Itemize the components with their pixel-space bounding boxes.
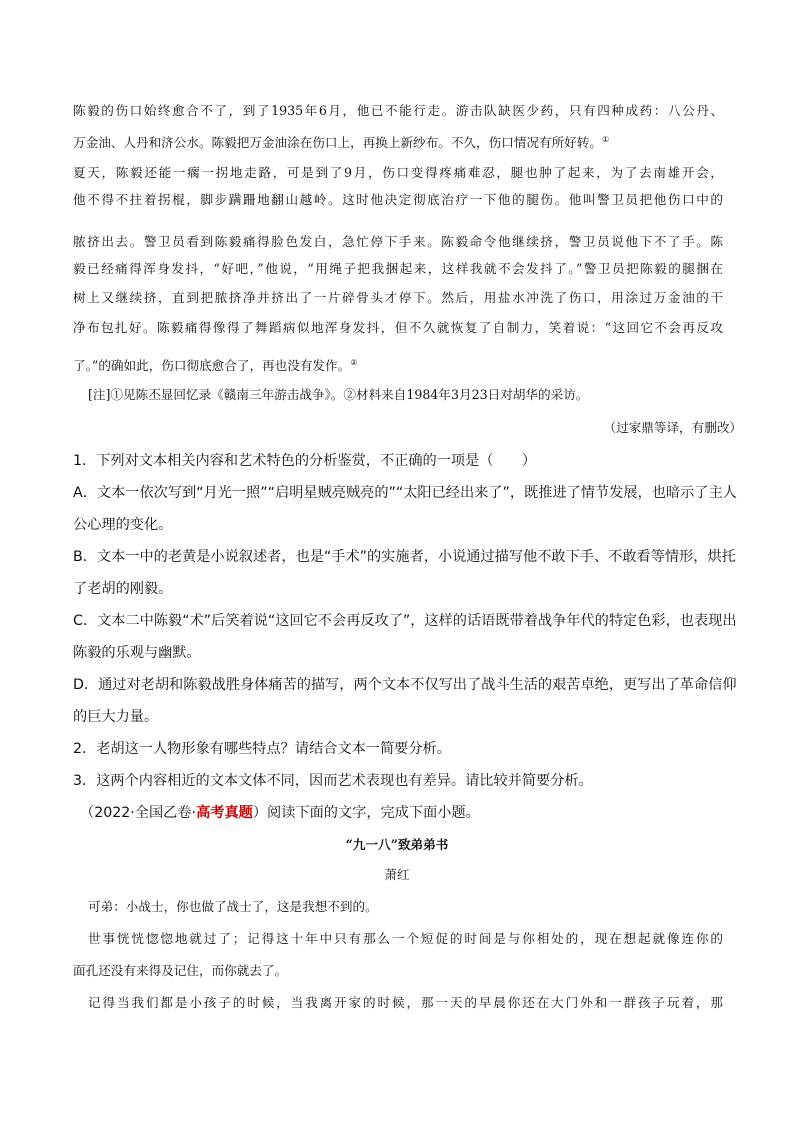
letter-title: “九一八”致弟弟书 <box>345 837 449 852</box>
source-credit: （过家鼎等译，有删改） <box>603 420 742 435</box>
footnote-mark: ② <box>350 358 358 367</box>
letter-line: 可弟：小战士，你也做了战士了，这是我想不到的。 <box>88 899 378 914</box>
passage-line: 万金油、人丹和济公水。陈毅把万金油涂在伤口上，再换上新纱布。不久，伤口情况有所好转。① <box>73 135 610 151</box>
option-d-line: D．通过对老胡和陈毅战胜身体痛苦的描写，两个文本不仅写出了战斗生活的艰苦卓绝，更写出了革命信仰 <box>73 677 737 693</box>
reading-intro: （2022·全国乙卷·高考真题）阅读下面的文字，完成下面小题。 <box>80 805 480 821</box>
passage-line: 了。”的确如此，伤口彻底愈合了，再也没有发作。② <box>73 358 358 374</box>
passage-line: 脓挤出去。警卫员看到陈毅痛得脸色发白，急忙停下手来。陈毅命令他继续挤，警卫员说他下不了手。陈 <box>73 234 723 249</box>
option-a-line: A．文本一依次写到“月光一照”“启明星贼亮贼亮的”“太阳已经出来了”，既推进了情节发展，也暗示了主人 <box>73 485 737 501</box>
question-1: 1．下列对文本相关内容和艺术特色的分析鉴赏，不正确的一项是（ ） <box>73 453 537 469</box>
option-b-line: 了老胡的刚毅。 <box>73 581 173 597</box>
option-b-line: B．文本一中的老黄是小说叙述者，也是“手术”的实施者，小说通过描写他不敢下手、不敢看等情形，烘托 <box>73 549 736 565</box>
option-a-line: 公心理的变化。 <box>73 517 173 533</box>
passage-line: 净布包扎好。陈毅痛得像得了舞蹈病似地浑身发抖，但不久就恢复了自制力，笑着说：“这回它不会再反攻 <box>73 320 723 335</box>
letter-line: 记得当我们都是小孩子的时候，当我离开家的时候，那一天的早晨你还在大门外和一群孩子玩着，那 <box>88 995 723 1010</box>
passage-line: 夏天，陈毅还能一瘸一拐地走路，可是到了9月，伤口变得疼痛难忍，腿也肿了起来，为了去南雄开会， <box>73 165 723 180</box>
passage-line: 他不得不拄着拐棍，脚步蹒跚地翻山越岭。这时他决定彻底治疗一下他的腿伤。他叫警卫员把他伤口中的 <box>73 192 723 207</box>
exam-tag: 高考真题 <box>196 805 253 821</box>
passage-line: 陈毅的伤口始终愈合不了，到了1935年6月，他已不能行走。游击队缺医少药，只有四种成药：八公丹、 <box>73 103 723 118</box>
passage-line: 毅已经痛得浑身发抖，“好吧，”他说，“用绳子把我捆起来，这样我就不会发抖了。”警卫员把陈毅的腿捆在 <box>73 261 723 276</box>
annotation-note: [注]①见陈丕显回忆录《赣南三年游击战争》。②材料来自1984年3月23日对胡华的采访。 <box>88 387 589 402</box>
passage-line: 树上又继续挤，直到把脓挤净并挤出了一片碎骨头才停下。然后，用盐水冲洗了伤口，用涂过万金油的干 <box>73 290 723 305</box>
letter-author: 萧红 <box>384 867 410 882</box>
letter-line: 面孔还没有来得及记住，而你就去了。 <box>73 963 288 978</box>
option-c-line: 陈毅的乐观与幽默。 <box>73 645 201 661</box>
question-3: 3．这两个内容相近的文本文体不同，因而艺术表现也有差异。请比较并简要分析。 <box>73 773 593 789</box>
option-d-line: 的巨大力量。 <box>73 709 159 725</box>
question-2: 2．老胡这一人物形象有哪些特点？请结合文本一简要分析。 <box>73 741 451 757</box>
letter-line: 世事恍恍惚惚地就过了；记得这十年中只有那么一个短促的时间是与你相处的，现在想起就像连你的 <box>88 931 723 946</box>
footnote-mark: ① <box>601 135 610 144</box>
option-c-line: C．文本二中陈毅“术”后笑着说“这回它不会再反攻了”，这样的话语既带着战争年代的特定色彩，也表现出 <box>73 613 737 629</box>
